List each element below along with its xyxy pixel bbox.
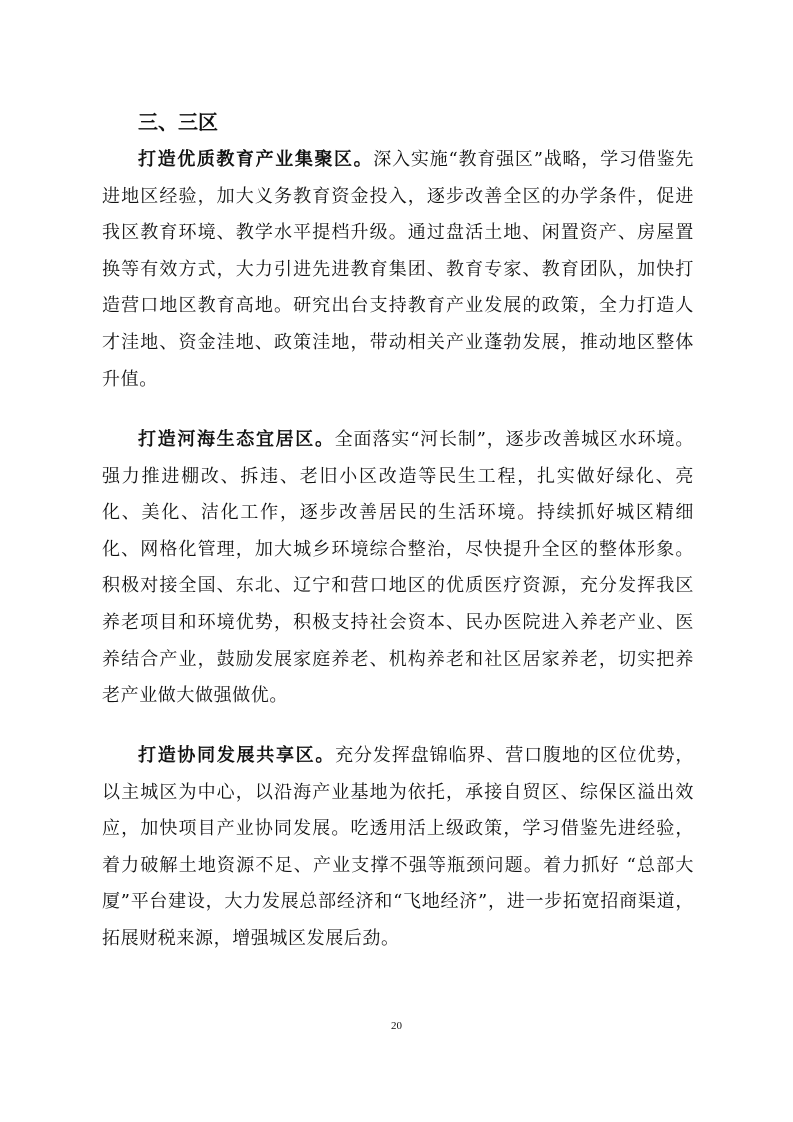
paragraph-lead: 打造协同发展共享区。 <box>138 745 336 766</box>
paragraph-education <box>102 142 694 398</box>
paragraph-livable-zone <box>102 422 694 715</box>
paragraph-body: 充分发挥盘锦临界、营口腹地的区位优势，以主城区为中心，以沿海产业基地为依托，承接自贸区、综保区溢出效应，加快项目产业协同发展。吃透用活上级政策，学习借鉴先进经验，着力破解土地资源不足、产业支撑不强等瓶颈问题。着力抓好 “总部大厦”平台建设，大力发展总部经济和“飞地经济”，进一步拓宽招商渠道，拓展财税来源，增强城区发展后劲。 <box>102 745 695 949</box>
paragraph-body: 全面落实“河长制”，逐步改善城区水环境。强力推进棚改、拆违、老旧小区改造等民生工程，扎实做好绿化、亮化、美化、洁化工作，逐步改善居民的生活环境。持续抓好城区精细化、网格化管理，加大城乡环境综合整治，尽快提升全区的整体形象。积极对接全国、东北、辽宁和营口地区的优质医疗资源，充分发挥我区养老项目和环境优势，积极支持社会资本、民办医院进入养老产业、医养结合产业，鼓励发展家庭养老、机构养老和社区居家养老，切实把养老产业做大做强做优。 <box>102 429 695 707</box>
paragraph-lead: 打造优质教育产业集聚区。 <box>138 149 374 170</box>
paragraph-body: 深入实施“教育强区”战略，学习借鉴先进地区经验，加大义务教育资金投入，逐步改善全区的办学条件，促进我区教育环境、教学水平提档升级。通过盘活土地、闲置资产、房屋置换等有效方式，大力引进先进教育集团、教育专家、教育团队，加快打造营口地区教育高地。研究出台支持教育产业发展的政策，全力打造人才洼地、资金洼地、政策洼地，带动相关产业蓬勃发展，推动地区整体升值。 <box>102 149 694 390</box>
section-heading: 三、三区 <box>138 110 218 134</box>
page-number: 20 <box>391 1020 402 1032</box>
paragraph-shared-development <box>102 738 694 958</box>
paragraph-lead: 打造河海生态宜居区。 <box>138 429 335 450</box>
